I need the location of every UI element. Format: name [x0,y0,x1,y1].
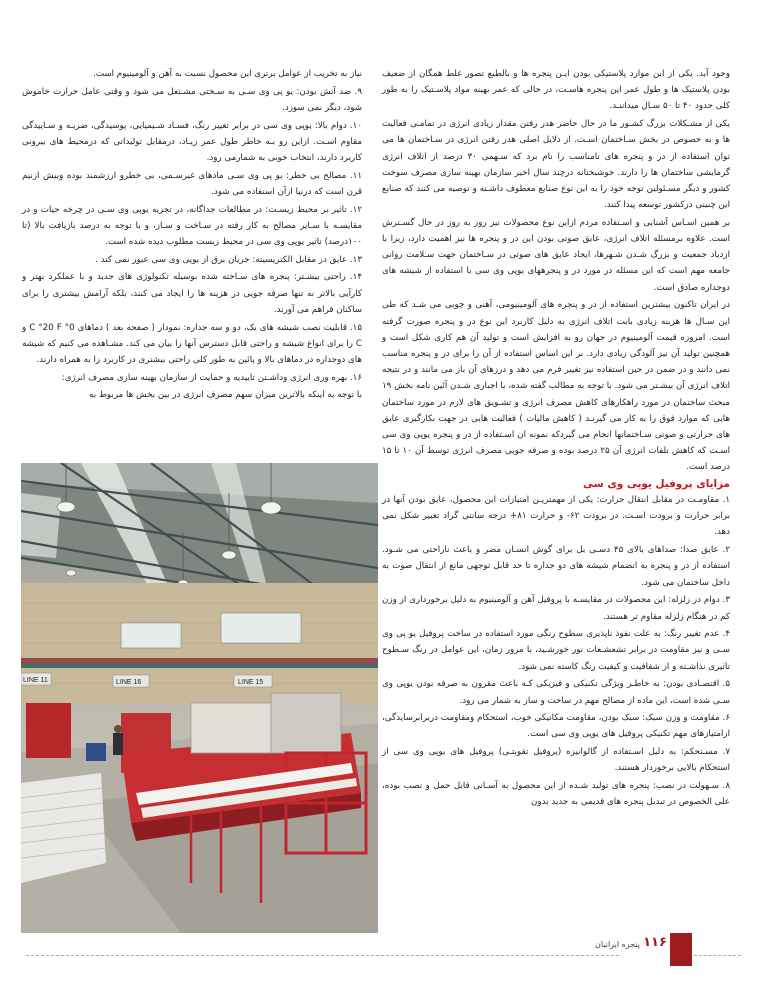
list-item: ۳. دوام در زلزله: این محصولات در مقایسـه با پروفیل آهن و آلومینیوم به دلیل برخورداری از وزن کم در هنگام زلزله مقاوم تر هستند. [382,595,730,622]
list-item: نیاز به تخریب از عوامل برتری این محصول نسبت به آهن و آلومینیوم است. [93,69,362,79]
page-tab [670,933,692,966]
list-item: ۶. مقاومت و وزن سبک: سبک بودن، مقاومت مکانیکی خوب، استحکام ومقاومت دربرابرسایدگی، ازامتیازهای مهم تکنیکی پروفیل های یوپی وی سی است. [382,713,730,740]
paragraph: در ایران تاکنون بیشترین استفاده از در و پنجره های آلومینیومی، آهنی و چوبی می شـد که طی این سـال ها هزینه زیادی بابت اتلاف انرژی به دلیل کاربرد این نوع در و پنجره صورت گرفته است. امروزه قیمت آلومینیوم در جهان رو به افزایش است و تولید آن هم کاری شکل است و همچنین تولید آن نیز آلودگی زیادی دارد. بر این اساس استفاده از آن را برای در و پنجره مناسب نمی دانند و در ضمن در حین استفاده نیز تغییر فرم می دهد و درزهای آن باز می مانند و در نتیجه اتلاف انرژی آن بیشـتر می شود. با توجه به مطالب گفته شده، با اجباری شـدن آئین نامه بخش ۱۹ مبحث ساختمان در مورد راهکارهای کاهش مصرف انرژی و تشـویق های لازم در مورد ساختمان هایی که موارد فوق را به کار می گیرنـد ( کاهش مالیات ) فعالیت هایی در جهت بکارگیری عایق های حرارتی و صوتی سـاختمانها انجام می گیردکه نمونه ان اسـتفاده از در و پنجره یوپی وی سی اسـت که کاهش تلفات انرژی آن ۲۵ درصد بوده و صرفه جویی مصرف انرژی توسط آن ۱۰ تا ۱۵ درصد است. [382,300,731,473]
footer-rule [26,955,619,956]
line-11-label: LINE 11 [23,677,48,684]
list-item: ۱. مقاومـت در مقابل انتقال حرارت: یکی از مهمتریـن امتیازات این محصول، عایق بودن آنها در برابر حرارت و برودت اسـت. در برودت ۶۲- و حرارت ۸۱+ درجه سانتی گراد تغییر شکل نمی دهد. [382,495,730,538]
list-item: ۱۳. عایق در مقابل الکتریسیته: جریان برق از یوپی وی سی عبور نمی کند . [95,254,362,265]
list-item: ۱۵. قابلیت نصب شیشه های یک، دو و سه جداره: نمودار ( صفحه بعد ) دماهای C °20 F °0 و C را برای انواع شیشه و راحتی قابل دسترس آنها را بیان می کند. مشـاهده می کنیم که شیشه های دوجداره در دماهای بالا و پائین به طور کلی راحتی بیشتری در کاربرد را به همراه دارند. [22,322,362,365]
list-item: ۱۴. راحتی بیشـتر: پنجره های سـاخته شده بوسیله تکنولوژی های جدید و با عملکرد بهتر و کارآیی بالاتر نه تنها صرفه جویی در هزینه ها را ایجاد می کنند، بلکه آرامش بیشتری را برای ساکنان فراهم می آورند. [22,272,362,315]
paragraph: بر همین اسـاس آشنایی و اسـتفاده مردم ازاین نوع محصولات نیز روز به روز در حال گسـترش است. علاوه برمسئله اتلاف انرژی، عایق صوتی بودن این در و پنجره ها نیز اهمیت دارد، زیرا با ازدیاد جمعیت و بزرگ شـدن شـهرها، ایجاد عایق های صوتی در سـاختمان جهت سـلامت روانی جامعه مهم است که این مسئله در مورد در و پنجرههای یوپی وی سی با استفاده از شیشه های دوجداره صادق است. [382,217,730,293]
right-column [382,66,730,812]
list-item: ۵. اقتصـادی بودن: به خاطـر ویژگی تکنیکی و فیزیکی کـه باعث مقرون به صرفه بودن یوپی وی سـی شده است، این ماده از مصالح مهم در ساخت و ساز به شمار می رود. [382,679,730,706]
list-item: ۱۶. بهره وری انرژی وداشـتن تاییدیه و حمایت از سازمان بهینه سازی مصرف انرژی: [61,372,362,383]
line-16-label: LINE 16 [116,679,142,686]
section-subheading: مزایای پروفیل یوپی وی سی [583,478,730,491]
list-item: ۷. مسـتحکم: به دلیل اسـتفاده از گالوانیزه (پروفیل تقویتـی) پروفیل های یوپی وی سی از استحکام بالایی برخوردار هستند. [382,747,730,774]
list-item: ۱۲. تاثیر بر محیط زیسـت: در مطالعات جداگانه، در تجزیه یوپی وی سـی در چرخه حیات و در مقایسـه با سـایر مصالح به کار رفته در سـاخت و سـاز، و با توجه به درصد بازیافت بالا (تا ۱۰۰درصد) تاثیر یوپی وی سی در محیط زیست مطلوب دیده شده است. [22,204,362,248]
page-number: ۱۱۶ [643,935,667,950]
list-item: ۴. عدم تغییر رنگ: به علت نفوذ ناپذیری سطوح رنگی مورد استفاده در ساخت پروفیل یو پی وی سـی و نیز مقاومت در برابر تشعشـعات نور خورشـید، با مرور زمان، این عوامل در رنگ سـطوح تاثیری نداشـته و از شفافیت و کیفیت رنگ کاسته نمی شود. [382,629,730,672]
magazine-name: پنجره ایرانیان [595,940,640,949]
list-item: با توجه به اینکه بالاترین میزان سهم مصرف انرژی در بین بخش ها مربوط به [89,390,362,401]
footer-rule-right [689,955,741,956]
left-column [22,66,362,405]
list-item: ۸. سـهولت در نصب: پنجره های تولید شـده از این محصول به آسـانی قابل حمل و نصب بوده، علی الخصوص در تبدیل پنجره های قدیمی به جدید بدون [382,781,730,808]
list-item: ۱۰. دوام بالا: یوپی وی سی در برابر تغییر رنگ، فسـاد شـیمیایی، پوسیدگی، ضربـه و سـاییدگی مقاوم اسـت. ازاین رو بـه خاطر طول عمر زیـاد، درمقابل تولیداتی که درمحیط های بیرونی کاربرد دارند، انتخاب خوبی به شمارمی رود. [22,120,362,164]
list-item: ۱۱. مصالح بی خطر: یو پی وی سـی مادهای غیرسـمی، بی خطرو ارزشمند بوده وبیش ازنیم قرن است که درنیا ازآن استفاده می شود. [22,170,362,197]
factory-photo [21,463,378,933]
paragraph: وجود آید. یکی از این موارد پلاستیکی بودن ایـن پنجره ها و بالطبع تصور غلط همگان از ضعیف بودن پلاستیک ها و طول عمر این پنجره هاسـت، در حالی که عمر بهینه مواد پلاسـتیک را به طور کلی حدود ۴۰ تا ۵۰ سـال میداننـد. [382,69,730,112]
line-15-label: LINE 15 [238,679,264,686]
list-item: ۲. عایق صدا: صداهای بالای ۴۵ دسـی بل برای گوش انسـان مضر و باعث ناراحتی می شـود. استفاده از در و پنجره به انضمام شیشه های دو جداره تا حد قابل توجهی مانع از انتقال صوت به داخل ساختمان می شود. [382,545,730,588]
list-item: ۹. ضد آتش بودن: یو پی وی سـی به سـختی مشـتعل می شود و وقتی عامل حرارت خاموش شود، دیگر نمی سوزد. [22,86,362,113]
factory-illustration [21,463,378,933]
paragraph: یکی از مشـکلات بزرگ کشـور ما در حال حاضر هدر رفتن مقدار زیادی انرژی در تمامـی فعالیت ها و به خصوص در بخش سـاختمان اسـت. از دلایل اصلی هدر رفتن انرژی در سـاختمان ها می توان استفاده از در و پنجره های نامناسب را نام برد که سـهمی ۳۰ درصد از اتلاف انرژی گرمایشی ساختمان ها را دارند. خوشبختانه درچند سال اخیر سازمان بهینه سازی مصرف سوخت کشور و دیگر مسـئولین توجه خود را به این نوع صنایع معطوف داشـته و توصیه می کنند که صنایع این چنینی درکشور توسعه پیدا کنند. [382,119,730,211]
